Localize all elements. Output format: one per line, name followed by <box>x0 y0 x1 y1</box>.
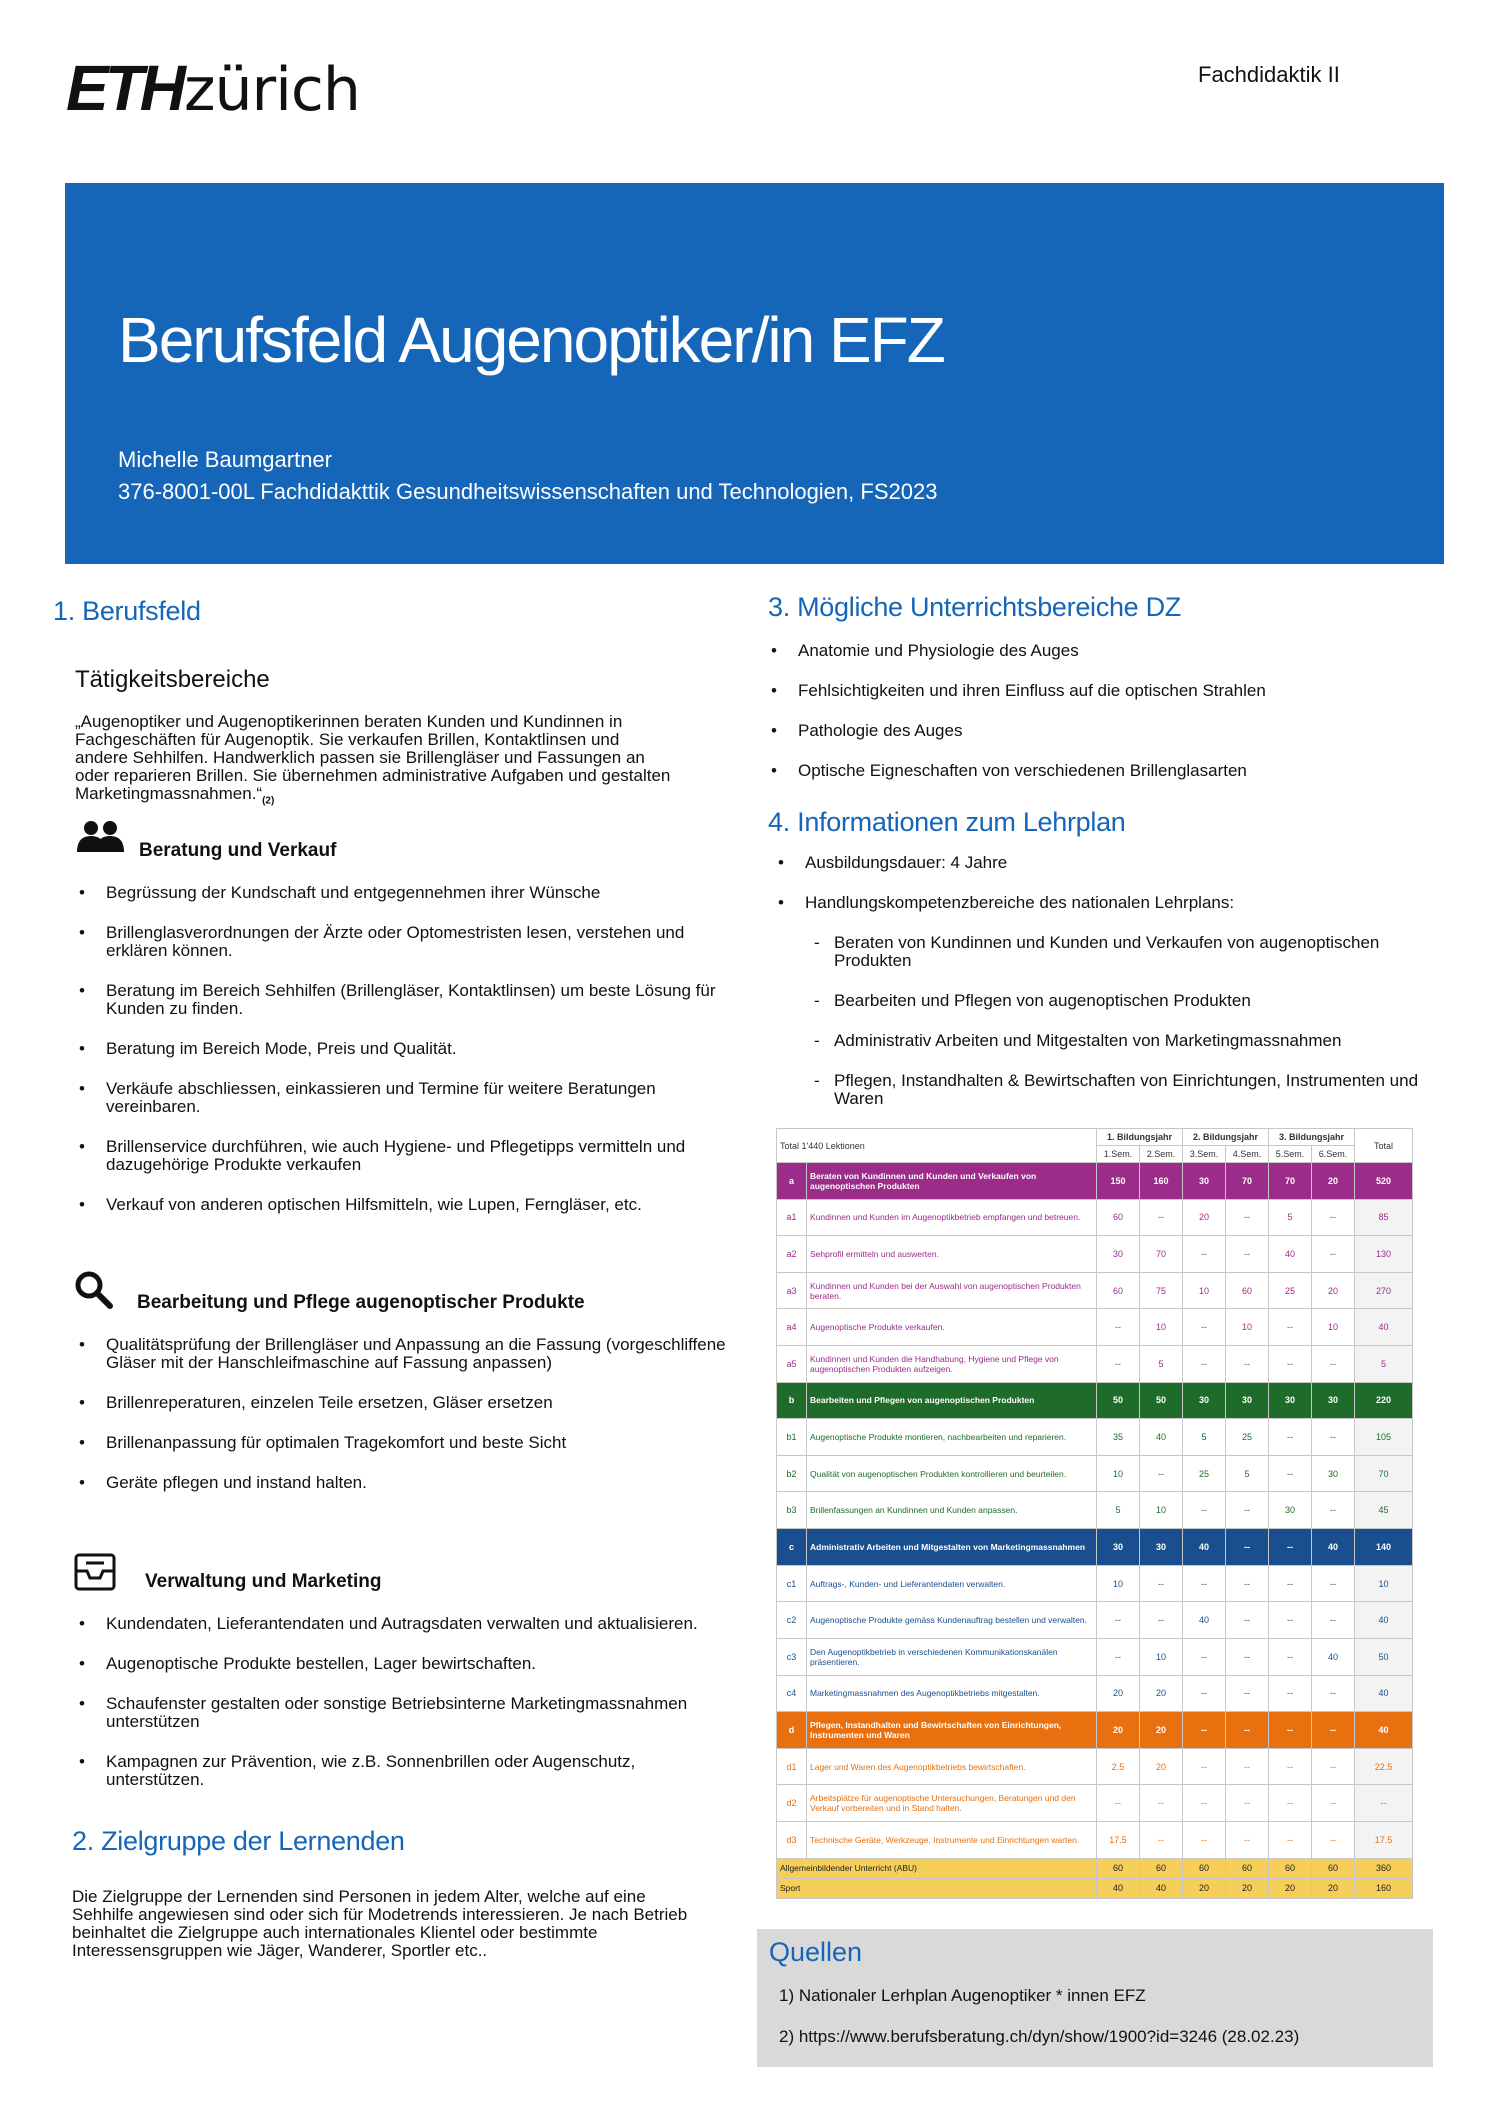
row-value: -- <box>1269 1309 1312 1346</box>
row-total: 160 <box>1355 1878 1413 1898</box>
row-value: -- <box>1183 1821 1226 1858</box>
table-corner-label: Total 1'440 Lektionen <box>777 1129 1097 1163</box>
row-desc: Pflegen, Instandhalten und Bewirtschaften von Einrichtungen, Instrumenten und Waren <box>807 1712 1097 1749</box>
row-value: 60 <box>1183 1858 1226 1878</box>
row-value: 25 <box>1269 1272 1312 1309</box>
row-value: -- <box>1269 1748 1312 1785</box>
row-value: 60 <box>1226 1858 1269 1878</box>
list-unterrichtsbereiche <box>764 642 1444 802</box>
table-row <box>777 1163 1413 1200</box>
row-total: 40 <box>1355 1712 1413 1749</box>
row-value: 60 <box>1226 1272 1269 1309</box>
row-value: 10 <box>1140 1492 1183 1529</box>
list-verwaltung <box>72 1615 732 1811</box>
row-value: -- <box>1269 1638 1312 1675</box>
intro-ref: (2) <box>262 795 275 807</box>
row-value: 40 <box>1140 1419 1183 1456</box>
table-row <box>777 1565 1413 1602</box>
row-code: c1 <box>777 1565 807 1602</box>
section-2-text: Die Zielgruppe der Lernenden sind Personen in jedem Alter, welche auf eine Sehhilfe angewiesen sind oder sich für Modetrends interessieren. Je nach Betrieb beinhaltet die Zielgruppe auch internationales Klientel oder bestimmte Interessensgruppen wie Jäger, Wanderer, Sportler etc.. <box>72 1887 688 1960</box>
row-value: 30 <box>1097 1236 1140 1273</box>
table-row <box>777 1858 1413 1878</box>
row-value: -- <box>1226 1602 1269 1639</box>
row-value: 60 <box>1097 1272 1140 1309</box>
row-value: -- <box>1226 1199 1269 1236</box>
section-2-title: 2. Zielgruppe der Lernenden <box>72 1826 405 1856</box>
semester-header: 1.Sem. <box>1097 1146 1140 1163</box>
row-value: 20 <box>1097 1675 1140 1712</box>
group-title-verwaltung: Verwaltung und Marketing <box>145 1571 382 1592</box>
list-lehrplan <box>771 854 1451 934</box>
list-item: - Beraten von Kundinnen und Kunden und Verkaufen von augenoptischen Produkten <box>806 934 1426 970</box>
row-desc: Kundinnen und Kunden im Augenoptikbetrieb empfangen und betreuen. <box>807 1199 1097 1236</box>
total-header: Total <box>1355 1129 1413 1163</box>
row-desc: Augenoptische Produkte montieren, nachbearbeiten und reparieren. <box>807 1419 1097 1456</box>
row-desc: Auftrags-, Kunden- und Lieferantendaten verwalten. <box>807 1565 1097 1602</box>
row-code: d2 <box>777 1785 807 1822</box>
row-value: 60 <box>1269 1858 1312 1878</box>
row-value: 40 <box>1140 1878 1183 1898</box>
row-desc: Augenoptische Produkte gemäss Kundenauftrag bestellen und verwalten. <box>807 1602 1097 1639</box>
row-value: -- <box>1097 1346 1140 1383</box>
semester-header: 3.Sem. <box>1183 1146 1226 1163</box>
row-value: 30 <box>1269 1492 1312 1529</box>
row-value: 50 <box>1140 1382 1183 1419</box>
row-value: -- <box>1097 1785 1140 1822</box>
row-value: -- <box>1269 1419 1312 1456</box>
row-desc: Arbeitsplätze für augenoptische Untersuchungen, Beratungen und den Verkauf vorbereiten und in Stand halten. <box>807 1785 1097 1822</box>
row-total: 70 <box>1355 1455 1413 1492</box>
row-value: 20 <box>1312 1272 1355 1309</box>
semester-header: 6.Sem. <box>1312 1146 1355 1163</box>
year-header: 1. Bildungsjahr <box>1097 1129 1183 1146</box>
row-total: 40 <box>1355 1602 1413 1639</box>
quelle-item: 2) https://www.berufsberatung.ch/dyn/show/1900?id=3246 (28.02.23) <box>779 2027 1300 2046</box>
title-banner <box>65 183 1444 564</box>
row-value: 10 <box>1097 1565 1140 1602</box>
row-value: -- <box>1183 1785 1226 1822</box>
row-value: -- <box>1183 1346 1226 1383</box>
row-value: 5 <box>1269 1199 1312 1236</box>
row-value: 17.5 <box>1097 1821 1140 1858</box>
row-total: -- <box>1355 1785 1413 1822</box>
row-value: 60 <box>1312 1858 1355 1878</box>
row-value: -- <box>1269 1821 1312 1858</box>
table-row <box>777 1529 1413 1566</box>
row-total: 40 <box>1355 1675 1413 1712</box>
row-total: 50 <box>1355 1638 1413 1675</box>
row-total: 17.5 <box>1355 1821 1413 1858</box>
row-value: -- <box>1269 1565 1312 1602</box>
row-value: -- <box>1269 1785 1312 1822</box>
row-value: -- <box>1183 1748 1226 1785</box>
row-value: 20 <box>1140 1675 1183 1712</box>
row-value: 20 <box>1312 1878 1355 1898</box>
table-row <box>777 1272 1413 1309</box>
row-desc: Kundinnen und Kunden bei der Auswahl von augenoptischen Produkten beraten. <box>807 1272 1097 1309</box>
row-code: c2 <box>777 1602 807 1639</box>
row-value: -- <box>1269 1346 1312 1383</box>
list-item: • Optische Eigneschaften von verschiedenen Brillenglasarten <box>764 762 1444 780</box>
row-code: d3 <box>777 1821 807 1858</box>
row-value: -- <box>1097 1309 1140 1346</box>
list-item: • Anatomie und Physiologie des Auges <box>764 642 1444 660</box>
section-1-title: 1. Berufsfeld <box>53 596 201 626</box>
row-value: -- <box>1140 1199 1183 1236</box>
row-value: 60 <box>1140 1858 1183 1878</box>
row-total: 22.5 <box>1355 1748 1413 1785</box>
row-value: 30 <box>1140 1529 1183 1566</box>
row-value: -- <box>1269 1529 1312 1566</box>
row-value: 20 <box>1140 1712 1183 1749</box>
row-total: 5 <box>1355 1346 1413 1383</box>
table-row <box>777 1785 1413 1822</box>
row-value: 40 <box>1183 1602 1226 1639</box>
row-value: 20 <box>1312 1163 1355 1200</box>
row-value: 150 <box>1097 1163 1140 1200</box>
row-value: 70 <box>1269 1163 1312 1200</box>
row-desc: Brillenfassungen an Kundinnen und Kunden anpassen. <box>807 1492 1097 1529</box>
row-value: 70 <box>1140 1236 1183 1273</box>
row-value: 50 <box>1097 1382 1140 1419</box>
row-value: 20 <box>1097 1712 1140 1749</box>
row-value: -- <box>1183 1712 1226 1749</box>
row-value: 20 <box>1183 1199 1226 1236</box>
list-item: • Schaufenster gestalten oder sonstige Betriebsinterne Marketingmassnahmen unterstützen <box>72 1695 732 1731</box>
row-total: 40 <box>1355 1309 1413 1346</box>
row-value: 5 <box>1226 1455 1269 1492</box>
section-3-title: 3. Mögliche Unterrichtsbereiche DZ <box>768 592 1181 622</box>
inbox-icon <box>74 1553 116 1591</box>
table-row <box>777 1419 1413 1456</box>
section-1-intro <box>75 713 675 810</box>
list-item: - Bearbeiten und Pflegen von augenoptischen Produkten <box>806 992 1426 1010</box>
row-code: d1 <box>777 1748 807 1785</box>
semester-header: 2.Sem. <box>1140 1146 1183 1163</box>
row-value: -- <box>1226 1638 1269 1675</box>
row-value: 20 <box>1140 1748 1183 1785</box>
row-value: 30 <box>1312 1455 1355 1492</box>
list-item: • Beratung im Bereich Sehhilfen (Brillengläser, Kontaktlinsen) um beste Lösung für Kunden zu finden. <box>72 982 732 1018</box>
row-value: -- <box>1226 1236 1269 1273</box>
row-value: -- <box>1226 1712 1269 1749</box>
row-value: 30 <box>1183 1382 1226 1419</box>
row-value: 25 <box>1226 1419 1269 1456</box>
list-item: - Administrativ Arbeiten und Mitgestalten von Marketingmassnahmen <box>806 1032 1426 1050</box>
row-code: d <box>777 1712 807 1749</box>
row-desc: Sport <box>777 1878 1097 1898</box>
semester-header: 4.Sem. <box>1226 1146 1269 1163</box>
row-value: -- <box>1312 1492 1355 1529</box>
quellen-title: Quellen <box>769 1937 863 1967</box>
row-total: 360 <box>1355 1858 1413 1878</box>
course-info: 376-8001-00L Fachdidakttik Gesundheitswissenschaften und Technologien, FS2023 <box>118 479 938 504</box>
lehrplan-table <box>776 1128 1413 1899</box>
author-name: Michelle Baumgartner <box>118 447 332 472</box>
course-label: Fachdidaktik II <box>1198 62 1340 87</box>
table-row <box>777 1382 1413 1419</box>
row-value: -- <box>1226 1346 1269 1383</box>
list-item: • Brillenglasverordnungen der Ärzte oder Optomestristen lesen, verstehen und erklären können. <box>72 924 732 960</box>
row-value: 35 <box>1097 1419 1140 1456</box>
row-code: b2 <box>777 1455 807 1492</box>
row-value: 5 <box>1183 1419 1226 1456</box>
row-total: 520 <box>1355 1163 1413 1200</box>
row-total: 140 <box>1355 1529 1413 1566</box>
row-value: 75 <box>1140 1272 1183 1309</box>
list-item: • Fehlsichtigkeiten und ihren Einfluss auf die optischen Strahlen <box>764 682 1444 700</box>
section-1-subtitle: Tätigkeitsbereiche <box>75 666 270 693</box>
row-value: -- <box>1269 1712 1312 1749</box>
row-value: -- <box>1140 1785 1183 1822</box>
semester-header: 5.Sem. <box>1269 1146 1312 1163</box>
row-desc: Augenoptische Produkte verkaufen. <box>807 1309 1097 1346</box>
list-item: • Pathologie des Auges <box>764 722 1444 740</box>
row-value: 5 <box>1097 1492 1140 1529</box>
row-value: 40 <box>1312 1529 1355 1566</box>
year-header: 2. Bildungsjahr <box>1183 1129 1269 1146</box>
row-total: 220 <box>1355 1382 1413 1419</box>
row-code: b1 <box>777 1419 807 1456</box>
list-kompetenzbereiche <box>806 934 1426 1130</box>
logo-zurich-text: zürich <box>184 55 360 125</box>
row-value: 30 <box>1269 1382 1312 1419</box>
row-desc: Sehprofil ermitteln und auswerten. <box>807 1236 1097 1273</box>
row-value: -- <box>1140 1565 1183 1602</box>
row-value: -- <box>1226 1492 1269 1529</box>
table-row <box>777 1675 1413 1712</box>
row-value: 160 <box>1140 1163 1183 1200</box>
table-row <box>777 1346 1413 1383</box>
section-4-title: 4. Informationen zum Lehrplan <box>768 807 1126 837</box>
row-value: 30 <box>1312 1382 1355 1419</box>
row-value: 2.5 <box>1097 1748 1140 1785</box>
table-row <box>777 1309 1413 1346</box>
poster-title: Berufsfeld Augenoptiker/in EFZ <box>118 304 944 376</box>
row-value: -- <box>1269 1675 1312 1712</box>
row-code: a <box>777 1163 807 1200</box>
row-code: a1 <box>777 1199 807 1236</box>
row-total: 130 <box>1355 1236 1413 1273</box>
row-value: -- <box>1226 1748 1269 1785</box>
list-item: • Brillenservice durchführen, wie auch Hygiene- und Pflegetipps vermitteln und dazugehörige Produkte verkaufen <box>72 1138 732 1174</box>
row-total: 85 <box>1355 1199 1413 1236</box>
row-value: -- <box>1226 1529 1269 1566</box>
row-value: -- <box>1312 1565 1355 1602</box>
row-total: 105 <box>1355 1419 1413 1456</box>
list-item: • Brillenanpassung für optimalen Tragekomfort und beste Sicht <box>72 1434 732 1452</box>
row-value: -- <box>1097 1638 1140 1675</box>
row-desc: Kundinnen und Kunden die Handhabung, Hygiene und Pflege von augenoptischen Produkten aufzeigen. <box>807 1346 1097 1383</box>
row-value: -- <box>1183 1309 1226 1346</box>
table-row <box>777 1236 1413 1273</box>
row-value: -- <box>1226 1565 1269 1602</box>
list-item: • Brillenreperaturen, einzelen Teile ersetzen, Gläser ersetzen <box>72 1394 732 1412</box>
table-row <box>777 1199 1413 1236</box>
row-code: c <box>777 1529 807 1566</box>
row-value: -- <box>1269 1455 1312 1492</box>
row-code: a3 <box>777 1272 807 1309</box>
eth-zurich-logo <box>66 52 360 125</box>
row-code: a2 <box>777 1236 807 1273</box>
row-value: 30 <box>1226 1382 1269 1419</box>
row-value: 20 <box>1269 1878 1312 1898</box>
row-value: -- <box>1312 1236 1355 1273</box>
row-value: 20 <box>1226 1878 1269 1898</box>
row-value: 30 <box>1097 1529 1140 1566</box>
table-row <box>777 1748 1413 1785</box>
row-desc: Beraten von Kundinnen und Kunden und Verkaufen von augenoptischen Produkten <box>807 1163 1097 1200</box>
row-desc: Lager und Waren des Augenoptikbetriebs bewirtschaften. <box>807 1748 1097 1785</box>
row-desc: Administrativ Arbeiten und Mitgestalten von Marketingmassnahmen <box>807 1529 1097 1566</box>
table-row <box>777 1821 1413 1858</box>
list-beratung <box>72 884 732 1236</box>
row-value: 10 <box>1312 1309 1355 1346</box>
row-value: 20 <box>1183 1878 1226 1898</box>
row-value: -- <box>1140 1455 1183 1492</box>
list-item: • Handlungskompetenzbereiche des nationalen Lehrplans: <box>771 894 1451 912</box>
list-item: • Beratung im Bereich Mode, Preis und Qualität. <box>72 1040 732 1058</box>
intro-text: „Augenoptiker und Augenoptikerinnen beraten Kunden und Kundinnen in Fachgeschäften für Augenoptik. Sie verkaufen Brillen, Kontaktlinsen und andere Sehhilfen. Handwerklich passen sie Brillengläser und Fassungen an oder reparieren Brillen. Sie übernehmen administrative Aufgaben und gestalten Marketingmassnahmen.“ <box>75 712 671 803</box>
row-value: -- <box>1312 1748 1355 1785</box>
table-row <box>777 1712 1413 1749</box>
list-item: • Ausbildungsdauer: 4 Jahre <box>771 854 1451 872</box>
list-item: • Kundendaten, Lieferantendaten und Autragsdaten verwalten und aktualisieren. <box>72 1615 732 1633</box>
row-value: 10 <box>1097 1455 1140 1492</box>
row-code: b3 <box>777 1492 807 1529</box>
table-row <box>777 1455 1413 1492</box>
row-value: -- <box>1269 1602 1312 1639</box>
row-code: c3 <box>777 1638 807 1675</box>
list-item: • Verkauf von anderen optischen Hilfsmitteln, wie Lupen, Ferngläser, etc. <box>72 1196 732 1214</box>
list-item: • Augenoptische Produkte bestellen, Lager bewirtschaften. <box>72 1655 732 1673</box>
table-row <box>777 1492 1413 1529</box>
row-code: c4 <box>777 1675 807 1712</box>
row-value: 10 <box>1226 1309 1269 1346</box>
row-value: -- <box>1312 1346 1355 1383</box>
table-row <box>777 1602 1413 1639</box>
row-value: 10 <box>1140 1309 1183 1346</box>
list-bearbeitung <box>72 1336 732 1514</box>
row-code: b <box>777 1382 807 1419</box>
list-item: - Pflegen, Instandhalten & Bewirtschaften von Einrichtungen, Instrumenten und Waren <box>806 1072 1426 1108</box>
row-value: 10 <box>1140 1638 1183 1675</box>
row-value: -- <box>1183 1492 1226 1529</box>
list-item: • Qualitätsprüfung der Brillengläser und Anpassung an die Fassung (vorgeschliffene Gläser mit der Hanschleifmaschine auf Fassung anpassen) <box>72 1336 732 1372</box>
row-value: 40 <box>1097 1878 1140 1898</box>
row-value: -- <box>1226 1675 1269 1712</box>
row-code: a4 <box>777 1309 807 1346</box>
row-value: 60 <box>1097 1199 1140 1236</box>
row-value: -- <box>1140 1821 1183 1858</box>
list-item: • Kampagnen zur Prävention, wie z.B. Sonnenbrillen oder Augenschutz, unterstützen. <box>72 1753 732 1789</box>
quelle-item: 1) Nationaler Lerhplan Augenoptiker * innen EFZ <box>779 1986 1146 2005</box>
row-value: -- <box>1226 1785 1269 1822</box>
row-value: 10 <box>1183 1272 1226 1309</box>
row-value: -- <box>1312 1712 1355 1749</box>
row-value: -- <box>1226 1821 1269 1858</box>
list-item: • Geräte pflegen und instand halten. <box>72 1474 732 1492</box>
row-value: 60 <box>1097 1858 1140 1878</box>
row-value: -- <box>1312 1602 1355 1639</box>
row-desc: Marketingmassnahmen des Augenoptikbetriebs mitgestalten. <box>807 1675 1097 1712</box>
row-value: -- <box>1097 1602 1140 1639</box>
row-value: -- <box>1312 1785 1355 1822</box>
row-value: 40 <box>1312 1638 1355 1675</box>
row-value: 40 <box>1183 1529 1226 1566</box>
row-value: 5 <box>1140 1346 1183 1383</box>
row-value: 30 <box>1183 1163 1226 1200</box>
row-desc: Bearbeiten und Pflegen von augenoptischen Produkten <box>807 1382 1097 1419</box>
table-row <box>777 1878 1413 1898</box>
row-desc: Qualität von augenoptischen Produkten kontrollieren und beurteilen. <box>807 1455 1097 1492</box>
row-value: -- <box>1183 1638 1226 1675</box>
row-value: -- <box>1183 1565 1226 1602</box>
logo-eth-text: ETH <box>66 52 182 124</box>
row-desc: Technische Geräte, Werkzeuge, Instrumente und Einrichtungen warten. <box>807 1821 1097 1858</box>
row-value: -- <box>1312 1199 1355 1236</box>
group-title-bearbeitung: Bearbeitung und Pflege augenoptischer Produkte <box>137 1292 585 1313</box>
people-icon <box>74 820 128 852</box>
row-total: 45 <box>1355 1492 1413 1529</box>
row-total: 270 <box>1355 1272 1413 1309</box>
row-value: -- <box>1312 1675 1355 1712</box>
quellen-box <box>757 1929 1433 2067</box>
list-item: • Verkäufe abschliessen, einkassieren und Termine für weitere Beratungen vereinbaren. <box>72 1080 732 1116</box>
magnifier-icon <box>74 1270 114 1310</box>
year-header: 3. Bildungsjahr <box>1269 1129 1355 1146</box>
row-value: -- <box>1183 1675 1226 1712</box>
row-value: -- <box>1312 1419 1355 1456</box>
row-value: 25 <box>1183 1455 1226 1492</box>
row-value: 70 <box>1226 1163 1269 1200</box>
row-value: -- <box>1140 1602 1183 1639</box>
table-row <box>777 1638 1413 1675</box>
row-value: -- <box>1183 1236 1226 1273</box>
row-desc: Allgemeinbildender Unterricht (ABU) <box>777 1858 1097 1878</box>
row-desc: Den Augenoptikbetrieb in verschiedenen Kommunikationskanälen präsentieren. <box>807 1638 1097 1675</box>
group-title-beratung: Beratung und Verkauf <box>139 840 337 861</box>
row-value: 40 <box>1269 1236 1312 1273</box>
row-code: a5 <box>777 1346 807 1383</box>
row-value: -- <box>1312 1821 1355 1858</box>
list-item: • Begrüssung der Kundschaft und entgegennehmen ihrer Wünsche <box>72 884 732 902</box>
row-total: 10 <box>1355 1565 1413 1602</box>
